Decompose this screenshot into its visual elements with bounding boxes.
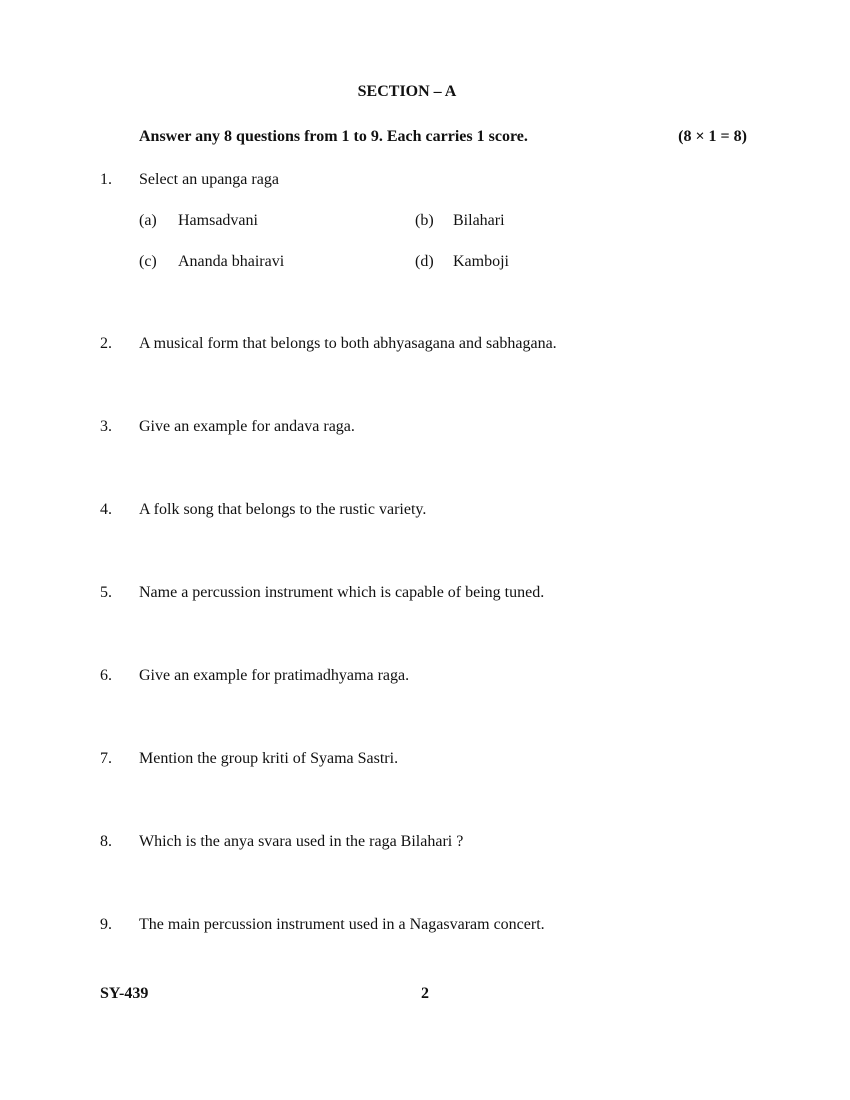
question-number: 7.: [100, 750, 112, 767]
option-text: Hamsadvani: [178, 212, 258, 229]
option-letter: (b): [415, 212, 434, 229]
question-number: 2.: [100, 335, 112, 352]
question-number: 8.: [100, 833, 112, 850]
section-marks: (8 × 1 = 8): [678, 128, 747, 145]
question-number: 5.: [100, 584, 112, 601]
question-text: A folk song that belongs to the rustic variety.: [139, 501, 427, 518]
question-text: Mention the group kriti of Syama Sastri.: [139, 750, 399, 767]
section-title: SECTION – A: [357, 83, 457, 100]
question-number: 4.: [100, 501, 112, 518]
option-letter: (a): [139, 212, 157, 229]
option-text: Ananda bhairavi: [178, 253, 285, 270]
question-text: Select an upanga raga: [139, 171, 279, 188]
question-text: A musical form that belongs to both abhyasagana and sabhagana.: [139, 335, 557, 352]
question-text: The main percussion instrument used in a Nagasvaram concert.: [139, 916, 545, 933]
footer-paper-code: SY-439: [100, 985, 149, 1002]
option-letter: (d): [415, 253, 434, 270]
question-text: Which is the anya svara used in the raga Bilahari ?: [139, 833, 464, 850]
question-text: Give an example for pratimadhyama raga.: [139, 667, 410, 684]
option-text: Kamboji: [453, 253, 509, 270]
footer-page-number: 2: [421, 985, 429, 1002]
question-number: 6.: [100, 667, 112, 684]
option-letter: (c): [139, 253, 157, 270]
question-text: Name a percussion instrument which is capable of being tuned.: [139, 584, 545, 601]
question-number: 1.: [100, 171, 112, 188]
question-number: 3.: [100, 418, 112, 435]
option-text: Bilahari: [453, 212, 505, 229]
section-instruction: Answer any 8 questions from 1 to 9. Each carries 1 score.: [139, 128, 528, 145]
question-number: 9.: [100, 916, 112, 933]
question-text: Give an example for andava raga.: [139, 418, 355, 435]
